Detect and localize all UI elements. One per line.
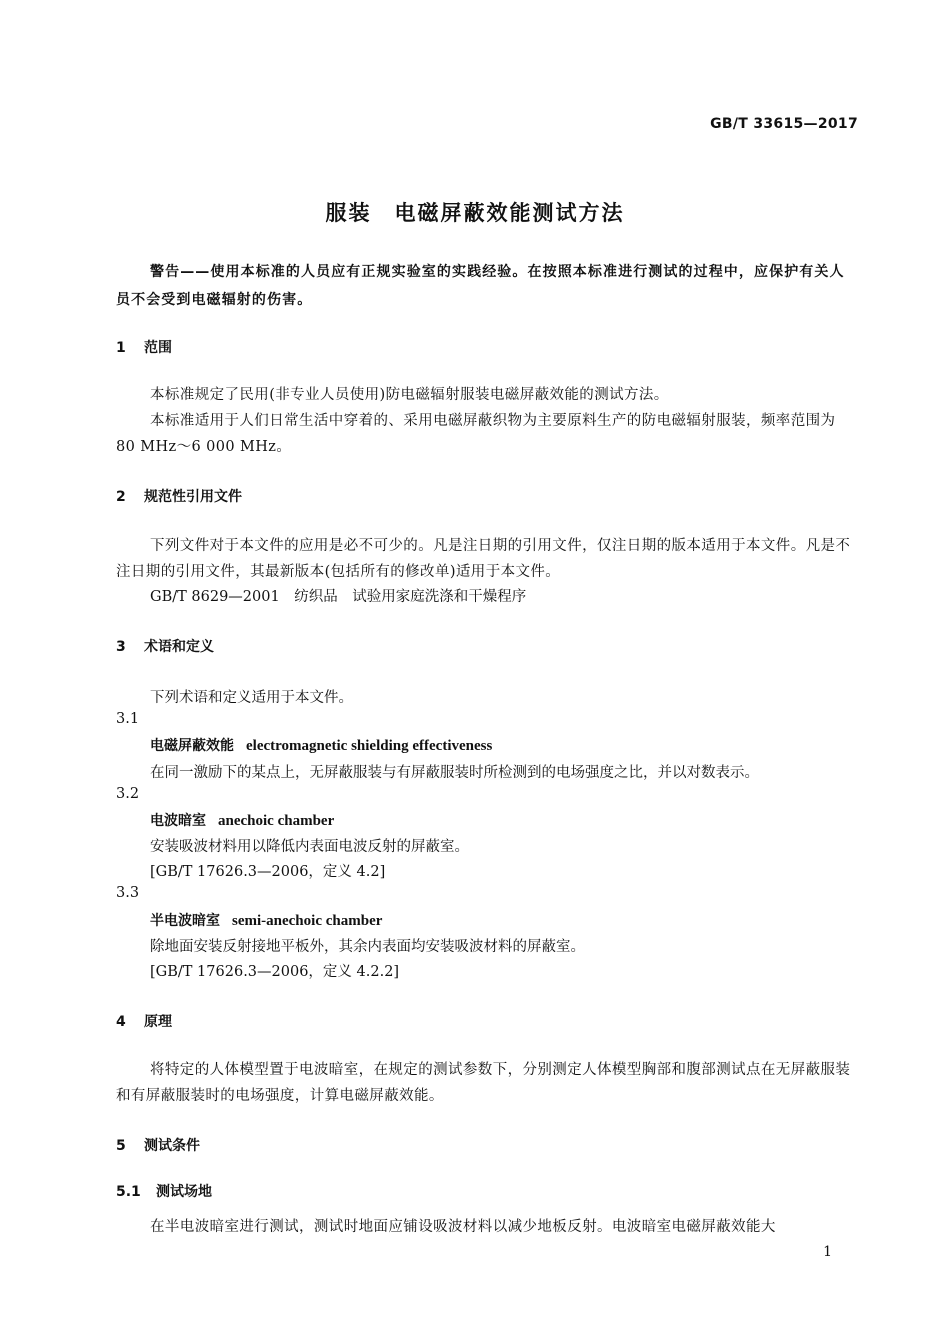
term-3-3-source: [GB/T 17626.3—2006，定义 4.2.2] [150,964,400,980]
term-3-2-number: 3.2 [116,786,140,802]
section-title: 术语和定义 [144,639,214,655]
term-3-1-name [150,735,492,755]
section-1-paragraph-1: 本标准规定了民用(非专业人员使用)防电磁辐射服装电磁屏蔽效能的测试方法。 [150,387,669,403]
term-english: electromagnetic shielding effectiveness [246,738,493,754]
section-3-intro: 下列术语和定义适用于本文件。 [150,690,353,706]
term-chinese: 电磁屏蔽效能 [150,738,234,754]
section-title: 测试条件 [144,1138,200,1154]
subsection-number: 5.1 [116,1184,141,1200]
term-english: semi-anechoic chamber [232,913,383,929]
term-english: anechoic chamber [218,813,335,829]
section-4-heading [116,1011,172,1031]
document-title: 服装 电磁屏蔽效能测试方法 [325,201,625,225]
section-2-heading [116,486,242,506]
section-5-heading [116,1135,200,1155]
subsection-5-1-heading [116,1181,212,1201]
term-3-1-definition: 在同一激励下的某点上，无屏蔽服装与有屏蔽服装时所检测到的电场强度之比，并以对数表示。 [150,765,759,781]
standard-number: GB/T 33615—2017 [710,116,858,132]
section-3-heading [116,636,214,656]
subsection-5-1-paragraph-1: 在半电波暗室进行测试，测试时地面应铺设吸波材料以减少地板反射。电波暗室电磁屏蔽效能大 [150,1219,776,1235]
section-2-paragraph-1: 下列文件对于本文件的应用是必不可少的。凡是注日期的引用文件，仅注日期的版本适用于本文件。凡是不注日期的引用文件，其最新版本(包括所有的修改单)适用于本文件。 [116,538,851,580]
section-number: 2 [116,489,126,505]
page-number: 1 [823,1244,832,1260]
section-title: 范围 [144,340,172,356]
term-3-3-name [150,910,382,930]
section-number: 4 [116,1014,126,1030]
term-chinese: 半电波暗室 [150,913,220,929]
term-3-2-definition: 安装吸波材料用以降低内表面电波反射的屏蔽室。 [150,839,469,855]
normative-reference: GB/T 8629—2001 纺织品 试验用家庭洗涤和干燥程序 [150,589,527,605]
term-3-2-source: [GB/T 17626.3—2006，定义 4.2] [150,864,386,880]
section-4-paragraph-1: 将特定的人体模型置于电波暗室，在规定的测试参数下，分别测定人体模型胸部和腹部测试点在无屏蔽服装和有屏蔽服装时的电场强度，计算电磁屏蔽效能。 [116,1062,851,1104]
section-number: 3 [116,639,126,655]
subsection-title: 测试场地 [156,1184,212,1200]
warning-notice: 警告——使用本标准的人员应有正规实验室的实践经验。在按照本标准进行测试的过程中，应保护有关人员不会受到电磁辐射的伤害。 [116,264,845,308]
term-3-3-definition: 除地面安装反射接地平板外，其余内表面均安装吸波材料的屏蔽室。 [150,939,585,955]
section-title: 原理 [144,1014,172,1030]
section-title: 规范性引用文件 [144,489,242,505]
section-1-paragraph-2: 本标准适用于人们日常生活中穿着的、采用电磁屏蔽织物为主要原料生产的防电磁辐射服装，频率范围为 80 MHz～6 000 MHz。 [116,413,836,455]
term-3-1-number: 3.1 [116,711,140,727]
term-3-3-number: 3.3 [116,885,140,901]
term-3-2-name [150,810,334,830]
section-1-heading [116,337,172,357]
term-chinese: 电波暗室 [150,813,206,829]
section-number: 5 [116,1138,126,1154]
section-number: 1 [116,340,126,356]
